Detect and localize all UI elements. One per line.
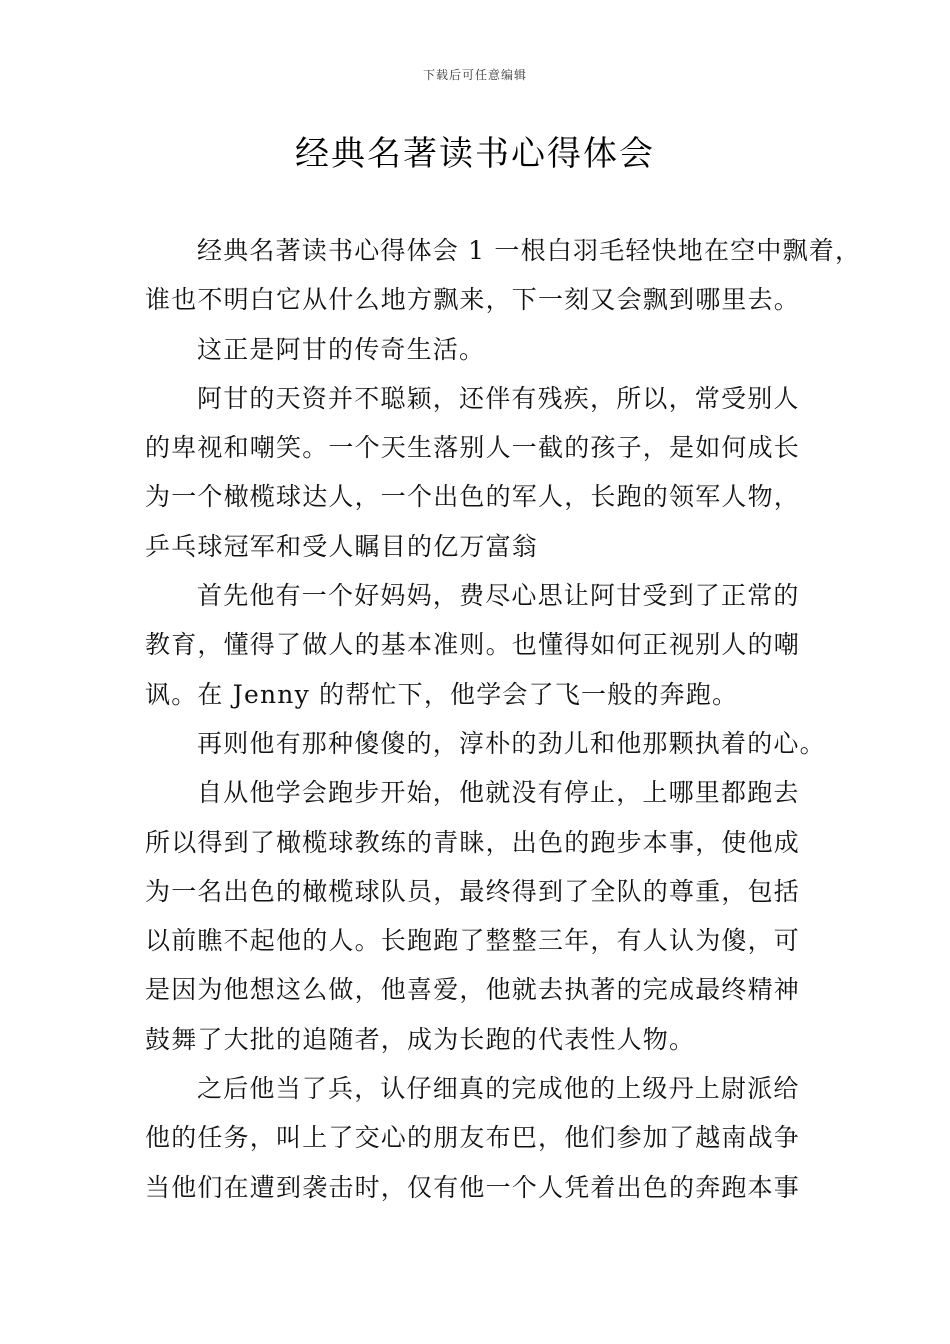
paragraph-6-line-2: 所以得到了橄榄球教练的青睐，出色的跑步本事，使他成 xyxy=(145,827,801,857)
paragraph-3-line-2: 的卑视和嘲笑。一个天生落别人一截的孩子，是如何成长 xyxy=(145,433,801,463)
header-note: 下载后可任意编辑 xyxy=(422,68,527,82)
paragraph-5-line-1: 再则他有那种傻傻的，淳朴的劲儿和他那颗执着的心。 xyxy=(197,728,826,758)
paragraph-7-line-3: 当他们在遭到袭击时，仅有他一个人凭着出色的奔跑本事 xyxy=(145,1172,801,1202)
paragraph-1-line-2: 谁也不明白它从什么地方飘来，下一刻又会飘到哪里去。 xyxy=(145,285,801,315)
paragraph-7-line-1: 之后他当了兵，认仔细真的完成他的上级丹上尉派给 xyxy=(197,1074,800,1104)
document-body xyxy=(145,226,862,1212)
paragraph-6-line-1: 自从他学会跑步开始，他就没有停止，上哪里都跑去 xyxy=(197,778,800,808)
paragraph-4-line-3: 讽。在 Jenny 的帮忙下，他学会了飞一般的奔跑。 xyxy=(145,679,739,709)
paragraph-7-line-2: 他的任务，叫上了交心的朋友布巴，他们参加了越南战争 xyxy=(145,1123,801,1153)
paragraph-2-line-1: 这正是阿甘的传奇生活。 xyxy=(197,334,486,364)
paragraph-6-line-3: 为一名出色的橄榄球队员，最终得到了全队的尊重，包括 xyxy=(145,876,801,906)
paragraph-3-line-4: 乒乓球冠军和受人瞩目的亿万富翁 xyxy=(145,531,539,561)
paragraph-3-line-1: 阿甘的天资并不聪颖，还伴有残疾，所以，常受别人 xyxy=(197,383,800,413)
paragraph-6-line-5: 是因为他想这么做，他喜爱，他就去执著的完成最终精神 xyxy=(145,975,801,1005)
paragraph-1-line-1: 经典名著读书心得体会 1 一根白羽毛轻快地在空中飘着， xyxy=(197,236,862,265)
paragraph-3-line-3: 为一个橄榄球达人，一个出色的军人，长跑的领军人物， xyxy=(145,482,801,512)
paragraph-6-line-6: 鼓舞了大批的追随者，成为长跑的代表性人物。 xyxy=(145,1024,696,1054)
paragraph-6-line-4: 以前瞧不起他的人。长跑跑了整整三年，有人认为傻，可 xyxy=(145,926,801,956)
paragraph-4-line-2: 教育，懂得了做人的基本准则。也懂得如何正视别人的嘲 xyxy=(145,630,801,660)
paragraph-4-line-1: 首先他有一个好妈妈，费尽心思让阿甘受到了正常的 xyxy=(197,581,800,611)
document-title: 经典名著读书心得体会 xyxy=(295,134,655,174)
